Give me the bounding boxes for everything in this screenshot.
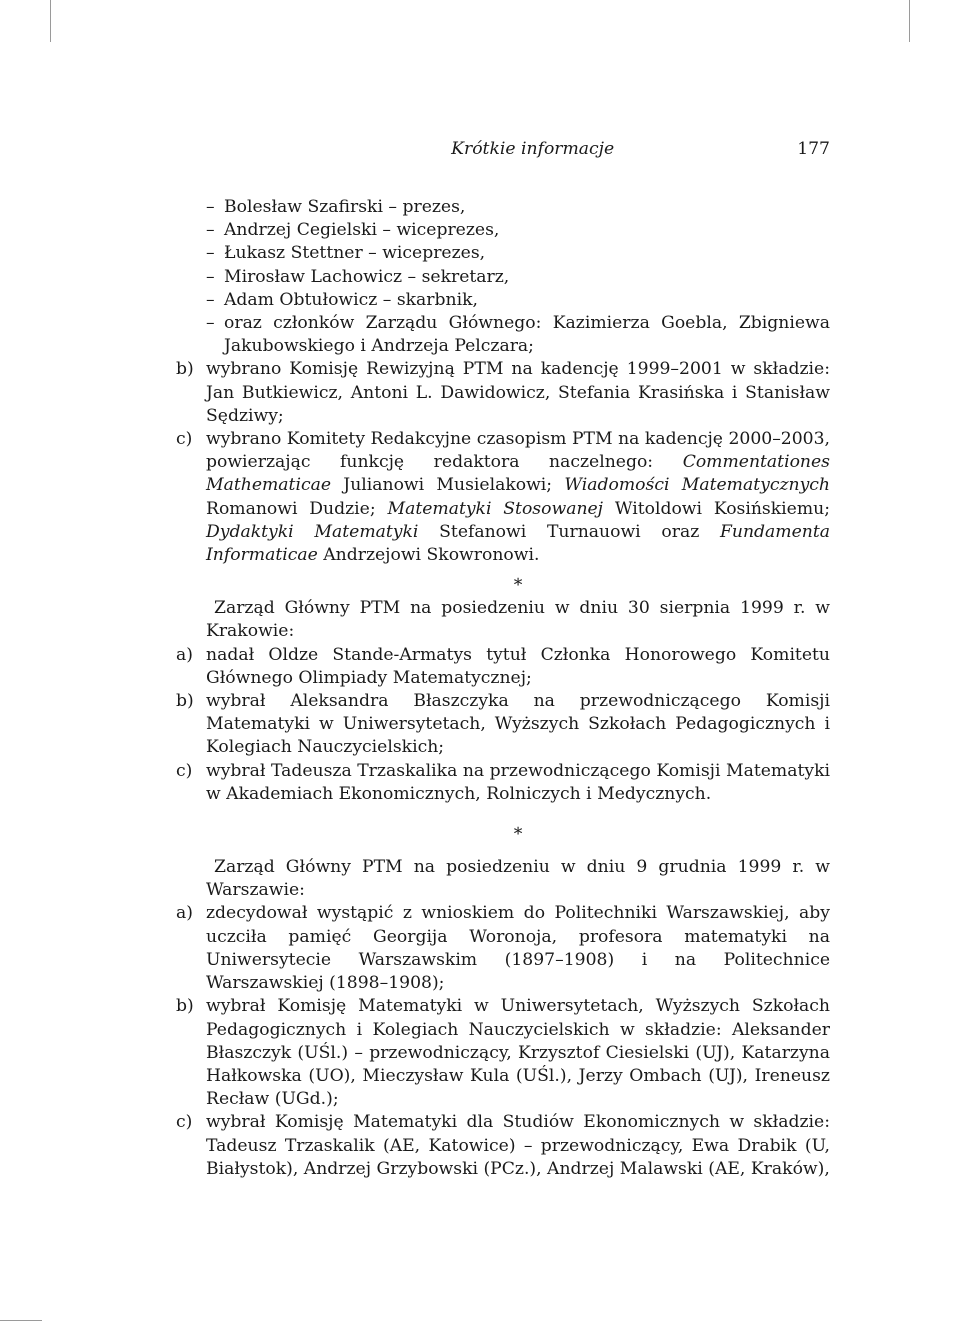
crop-mark-top-left (50, 0, 51, 42)
journal-title: Matematyki Stosowanej (387, 498, 604, 519)
section-separator: ∗ (512, 821, 524, 842)
item-label: b) (176, 996, 194, 1017)
item-text: zdecydował wystąpić z wnioskiem do Politechniki Warszawskiej, aby uczciła pamięć Georgija Woronoja, profesora matematyki na Uniwersytecie Warszawskim (1897–1908) i na Politechnice Warszawskiej (1898–1908); (206, 903, 830, 994)
item-text: nadał Oldze Stande-Armatys tytuł Członka Honorowego Komitetu Głównego Olimpiady Matematycznej; (206, 644, 830, 688)
crop-mark-bottom-left (0, 1320, 42, 1321)
document-page (176, 138, 830, 1181)
resolution-item-c (176, 1111, 830, 1181)
resolution-item-c: c) wybrano Komitety Redakcyjne czasopism PTM na kadencję 2000–2003, powierzając funkcję redaktora naczelnego: Commentationes Mathematicae Julianowi Musielakowi; Wiadomości Matematycznych Romanowi Dudzie; Matematyki Stosowanej Witoldowi Kosińskiemu; Dydaktyki Matematyki Stefanowi Turnauowi oraz Fundamenta Informaticae Andrzejowi Skowronowi. (176, 429, 830, 566)
resolution-item-b (176, 995, 830, 1111)
list-item: – Bolesław Szafirski – prezes, (206, 197, 466, 217)
journal-title: Wiadomości Matematycznych (564, 475, 830, 496)
item-text: wybrał Aleksandra Błaszczyka na przewodniczącego Komisji Matematyki w Uniwersytetach, Wyższych Szkołach Pedagogicznych i Kolegiach Nauczycielskich; (206, 691, 830, 758)
journal-title: Dydaktyki Matematyki (206, 521, 419, 542)
item-label: c) (176, 1112, 193, 1133)
running-title: Krótkie informacje (451, 139, 615, 159)
item-label: a) (176, 903, 193, 924)
list-item: – Mirosław Lachowicz – sekretarz, (206, 266, 510, 287)
resolution-item-a (176, 644, 830, 690)
board-member-list (206, 196, 830, 358)
resolution-item-b (176, 690, 830, 760)
item-text: wybrał Komisję Matematyki dla Studiów Ekonomicznych w składzie: Tadeusz Trzaskalik (AE, Katowice) – przewodniczący, Ewa Drabik (U, Białystok), Andrzej Grzybowski (PCz.), Andrzej Malawski (AE, Kraków), (206, 1112, 830, 1179)
item-label: c) (176, 429, 193, 450)
item-text: wybrał Tadeusza Trzaskalika na przewodniczącego Komisji Matematyki w Akademiach Ekonomicznych, Rolniczych i Medycznych. (206, 760, 830, 804)
page-header (206, 138, 830, 162)
page-number: 177 (797, 139, 830, 159)
item-label: b) (176, 359, 194, 380)
meeting-intro: Zarząd Główny PTM na posiedzeniu w dniu 9 grudnia 1999 r. w Warszawie: (206, 857, 830, 901)
item-text: wybrano Komisję Rewizyjną PTM na kadencję 1999–2001 w składzie: Jan Butkiewicz, Antoni L. Dawidowicz, Stefania Krasińska i Stanisław Sędziwy; (206, 359, 830, 426)
item-text: wybrał Komisję Matematyki w Uniwersytetach, Wyższych Szkołach Pedagogicznych i Kolegiach Nauczycielskich w składzie: Aleksander Błaszczyk (UŚl.) – przewodniczący, Krzysztof Ciesielski (UJ), Katarzyna Hałkowska (UO), Mieczysław Kula (UŚl.), Jerzy Ombach (UJ), Ireneusz Recław (UGd.); (206, 996, 830, 1110)
crop-mark-top-right (909, 0, 910, 42)
resolution-item-b (176, 358, 830, 428)
list-item: – Andrzej Cegielski – wiceprezes, (206, 220, 500, 241)
journal-title: Commentationes Mathematicae (206, 452, 830, 496)
resolution-item-c (176, 760, 830, 806)
section-separator: ∗ (512, 572, 524, 593)
resolution-item-a (176, 902, 830, 995)
item-label: c) (176, 760, 193, 781)
list-item: – Łukasz Stettner – wiceprezes, (206, 243, 486, 264)
journal-title: Fundamenta Informaticae (206, 521, 830, 566)
list-item: – oraz członków Zarządu Głównego: Kazimierza Goebla, Zbigniewa Jakubowskiego i Andrzeja Pelczara; (206, 313, 830, 357)
item-label: b) (176, 691, 194, 712)
meeting-intro: Zarząd Główny PTM na posiedzeniu w dniu 30 sierpnia 1999 r. w Krakowie: (206, 598, 830, 642)
item-label: a) (176, 644, 193, 665)
list-item: – Adam Obtułowicz – skarbnik, (206, 289, 478, 310)
